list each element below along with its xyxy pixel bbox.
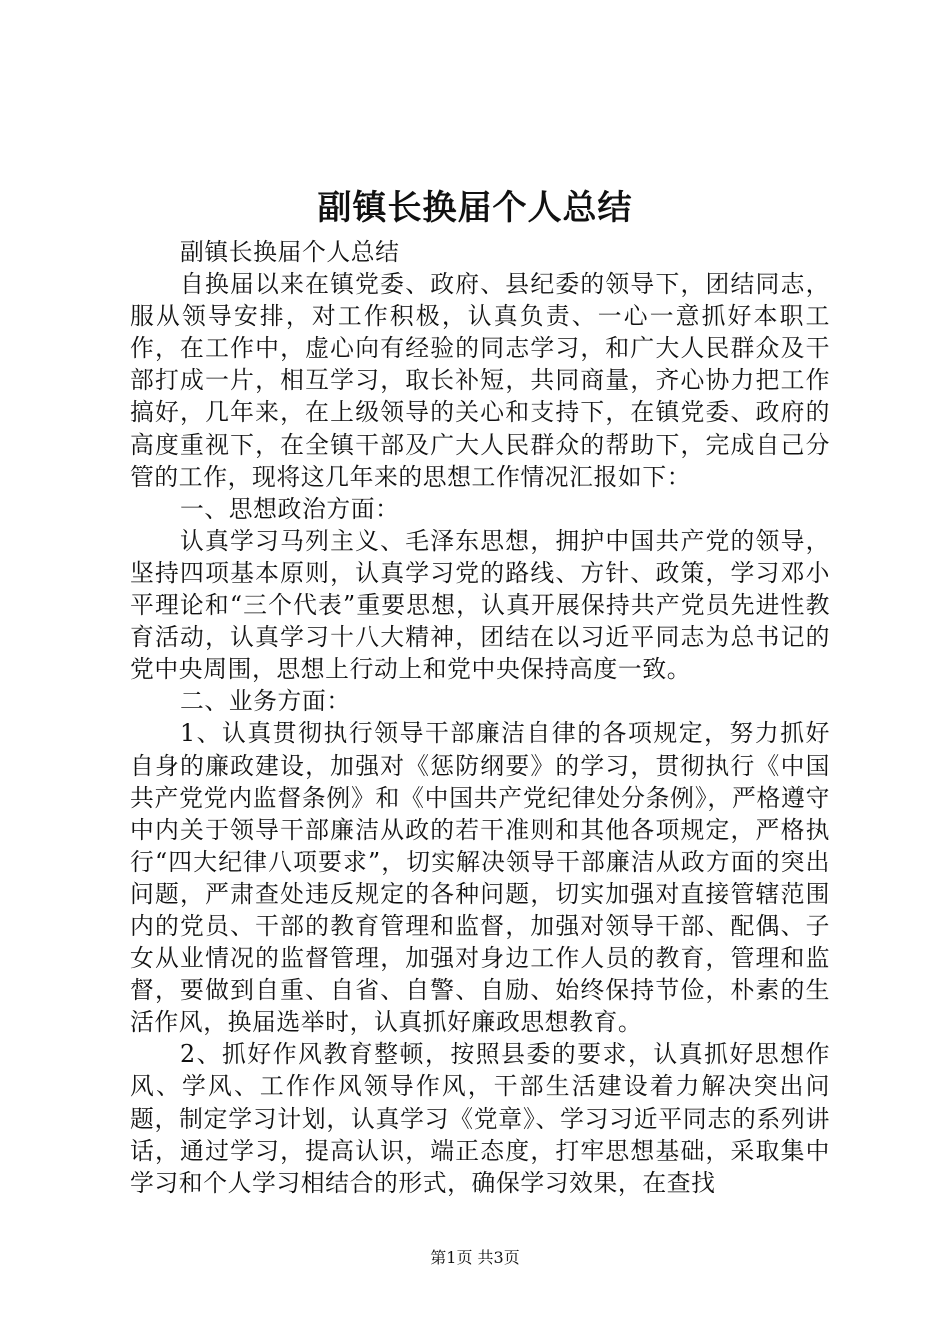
document-title: 副镇长换届个人总结 — [317, 188, 633, 228]
section-heading-business: 二、业务方面： — [179, 687, 351, 716]
page-footer: 第1页 共3页 — [430, 1248, 520, 1267]
paragraph-subtitle: 副镇长换届个人总结 — [179, 238, 400, 266]
paragraph-political: 认真学习马列主义、毛泽东思想，拥护中国共产党的领导，坚持四项基本原则，认真学习党的路线、方针、政策，学习邓小平理论和“三个代表”重要思想，认真开展保持共产党员先进性教育活动，认真学习十八大精神，团结在以习近平同志为总书记的党中央周围，思想上行动上和党中央保持高度一致。 — [130, 526, 830, 684]
paragraph-business-2: 2、抓好作风教育整顿，按照县委的要求，认真抓好思想作风、学风、工作作风领导作风，干部生活建设着力解决突出问题，制定学习计划，认真学习《党章》、学习习近平同志的系列讲话，通过学习，提高认识，端正态度，打牢思想基础，采取集中学习和个人学习相结合的形式，确保学习效果，在查找 — [130, 1040, 830, 1197]
document-body — [130, 236, 830, 1199]
paragraph-business-1: 1、认真贯彻执行领导干部廉洁自律的各项规定，努力抓好自身的廉政建设，加强对《惩防纲要》的学习，贯彻执行《中国共产党党内监督条例》和《中国共产党纪律处分条例》，严格遵守中内关于领导干部廉洁从政的若干准则和其他各项规定，严格执行“四大纪律八项要求”，切实解决领导干部廉洁从政方面的突出问题，严肃查处违反规定的各种问题，切实加强对直接管辖范围内的党员、干部的教育管理和监督，加强对领导干部、配偶、子女从业情况的监督管理，加强对身边工作人员的教育，管理和监督，要做到自重、自省、自警、自励、始终保持节俭，朴素的生活作风，换届选举时，认真抓好廉政思想教育。 — [130, 719, 830, 1037]
section-heading-political: 一、思想政治方面： — [179, 494, 400, 523]
paragraph-intro: 自换届以来在镇党委、政府、县纪委的领导下，团结同志，服从领导安排，对工作积极，认真负责、一心一意抓好本职工作，在工作中，虚心向有经验的同志学习，和广大人民群众及干部打成一片，相互学习，取长补短，共同商量，齐心协力把工作搞好，几年来，在上级领导的关心和支持下，在镇党委、政府的高度重视下，在全镇干部及广大人民群众的帮助下，完成自己分管的工作，现将这几年来的思想工作情况汇报如下： — [130, 270, 830, 491]
